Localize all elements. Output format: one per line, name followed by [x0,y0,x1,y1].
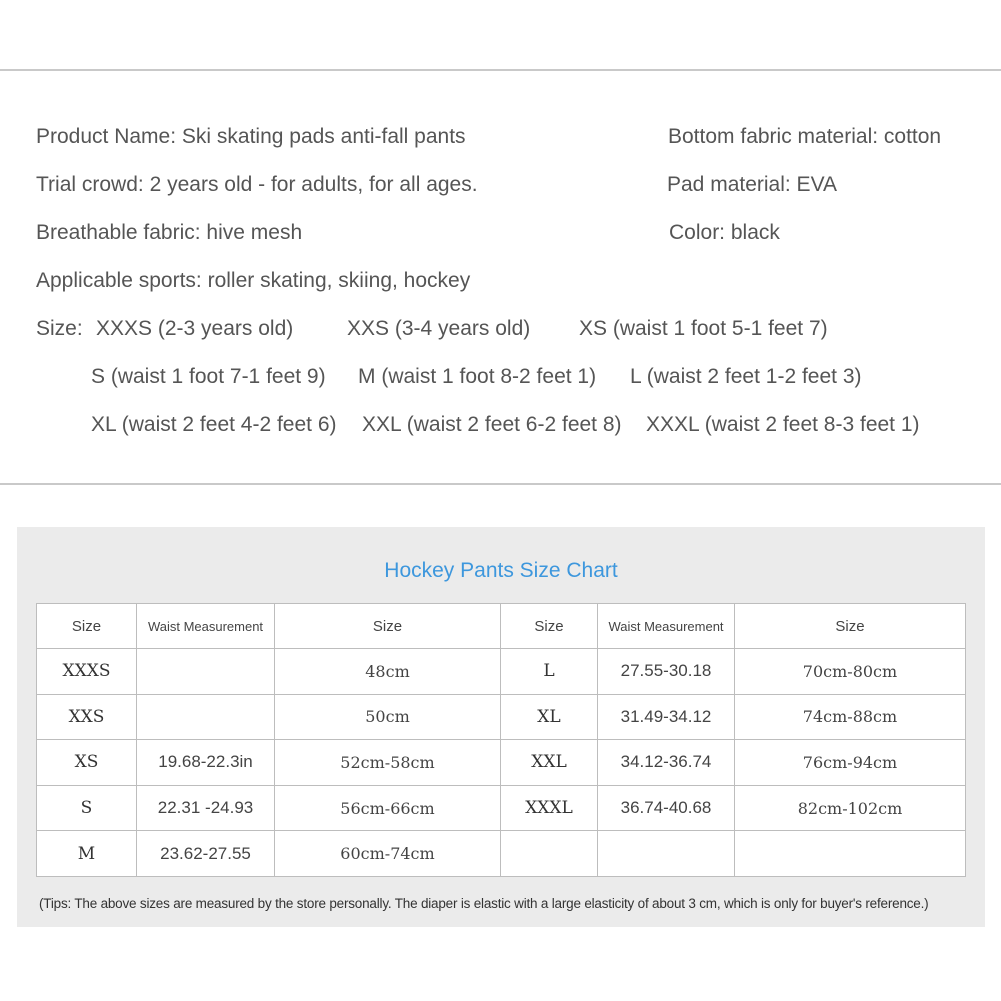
table-cell: 50cm [275,694,501,740]
header-cell: Size [275,604,501,649]
table-cell: S [37,785,137,831]
size-option: XXXL (waist 2 feet 8-3 feet 1) [646,413,920,436]
table-cell [735,831,966,877]
table-cell: XXXS [37,649,137,695]
table-cell: 74cm-88cm [735,694,966,740]
size-chart-table [36,603,966,877]
table-cell: 76cm-94cm [735,740,966,786]
header-cell: Waist Measurement [137,604,275,649]
table-cell [137,694,275,740]
table-cell: XXS [37,694,137,740]
table-cell: XXXL [501,785,598,831]
size-chart-tips: (Tips: The above sizes are measured by the store personally. The diaper is elastic with a large elasticity of about 3 cm, which is only for buyer's reference.) [39,896,929,911]
size-option: L (waist 2 feet 1-2 feet 3) [630,365,862,388]
top-divider [0,69,1001,71]
size-option: XXS (3-4 years old) [347,317,531,340]
table-cell: 48cm [275,649,501,695]
size-chart-panel [17,527,985,927]
size-option: S (waist 1 foot 7-1 feet 9) [91,365,326,388]
header-cell: Size [37,604,137,649]
spec-breathable-fabric: Breathable fabric: hive mesh [36,221,303,244]
spec-product-name: Product Name: Ski skating pads anti-fall pants [36,125,466,148]
table-row [37,785,966,831]
table-cell: 36.74-40.68 [598,785,735,831]
table-cell: 82cm-102cm [735,785,966,831]
table-cell: 31.49-34.12 [598,694,735,740]
spec-trial-crowd: Trial crowd: 2 years old - for adults, for all ages. [36,173,478,196]
header-cell: Size [735,604,966,649]
table-cell: XL [501,694,598,740]
table-row [37,649,966,695]
spec-size-label: Size: [36,317,83,340]
table-row [37,831,966,877]
table-cell [137,649,275,695]
table-cell: M [37,831,137,877]
table-row [37,694,966,740]
table-cell: 23.62-27.55 [137,831,275,877]
table-cell: 60cm-74cm [275,831,501,877]
table-header-row [37,604,966,649]
table-cell: XS [37,740,137,786]
table-cell [598,831,735,877]
table-cell: 52cm-58cm [275,740,501,786]
table-cell: 34.12-36.74 [598,740,735,786]
table-cell: 19.68-22.3in [137,740,275,786]
spec-pad-material: Pad material: EVA [667,173,838,196]
size-option: XXXS (2-3 years old) [96,317,294,340]
header-cell: Waist Measurement [598,604,735,649]
header-cell: Size [501,604,598,649]
spec-bottom-fabric: Bottom fabric material: cotton [668,125,942,148]
size-option: M (waist 1 foot 8-2 feet 1) [358,365,597,388]
spec-applicable-sports: Applicable sports: roller skating, skiing, hockey [36,269,471,292]
size-option: XL (waist 2 feet 4-2 feet 6) [91,413,337,436]
table-cell: L [501,649,598,695]
table-cell: XXL [501,740,598,786]
table-cell: 70cm-80cm [735,649,966,695]
table-row [37,740,966,786]
middle-divider [0,483,1001,485]
table-cell [501,831,598,877]
size-option: XS (waist 1 foot 5-1 feet 7) [579,317,828,340]
table-cell: 27.55-30.18 [598,649,735,695]
table-cell: 22.31 -24.93 [137,785,275,831]
table-cell: 56cm-66cm [275,785,501,831]
size-option: XXL (waist 2 feet 6-2 feet 8) [362,413,622,436]
size-chart-title: Hockey Pants Size Chart [384,559,618,582]
spec-color: Color: black [669,221,780,244]
